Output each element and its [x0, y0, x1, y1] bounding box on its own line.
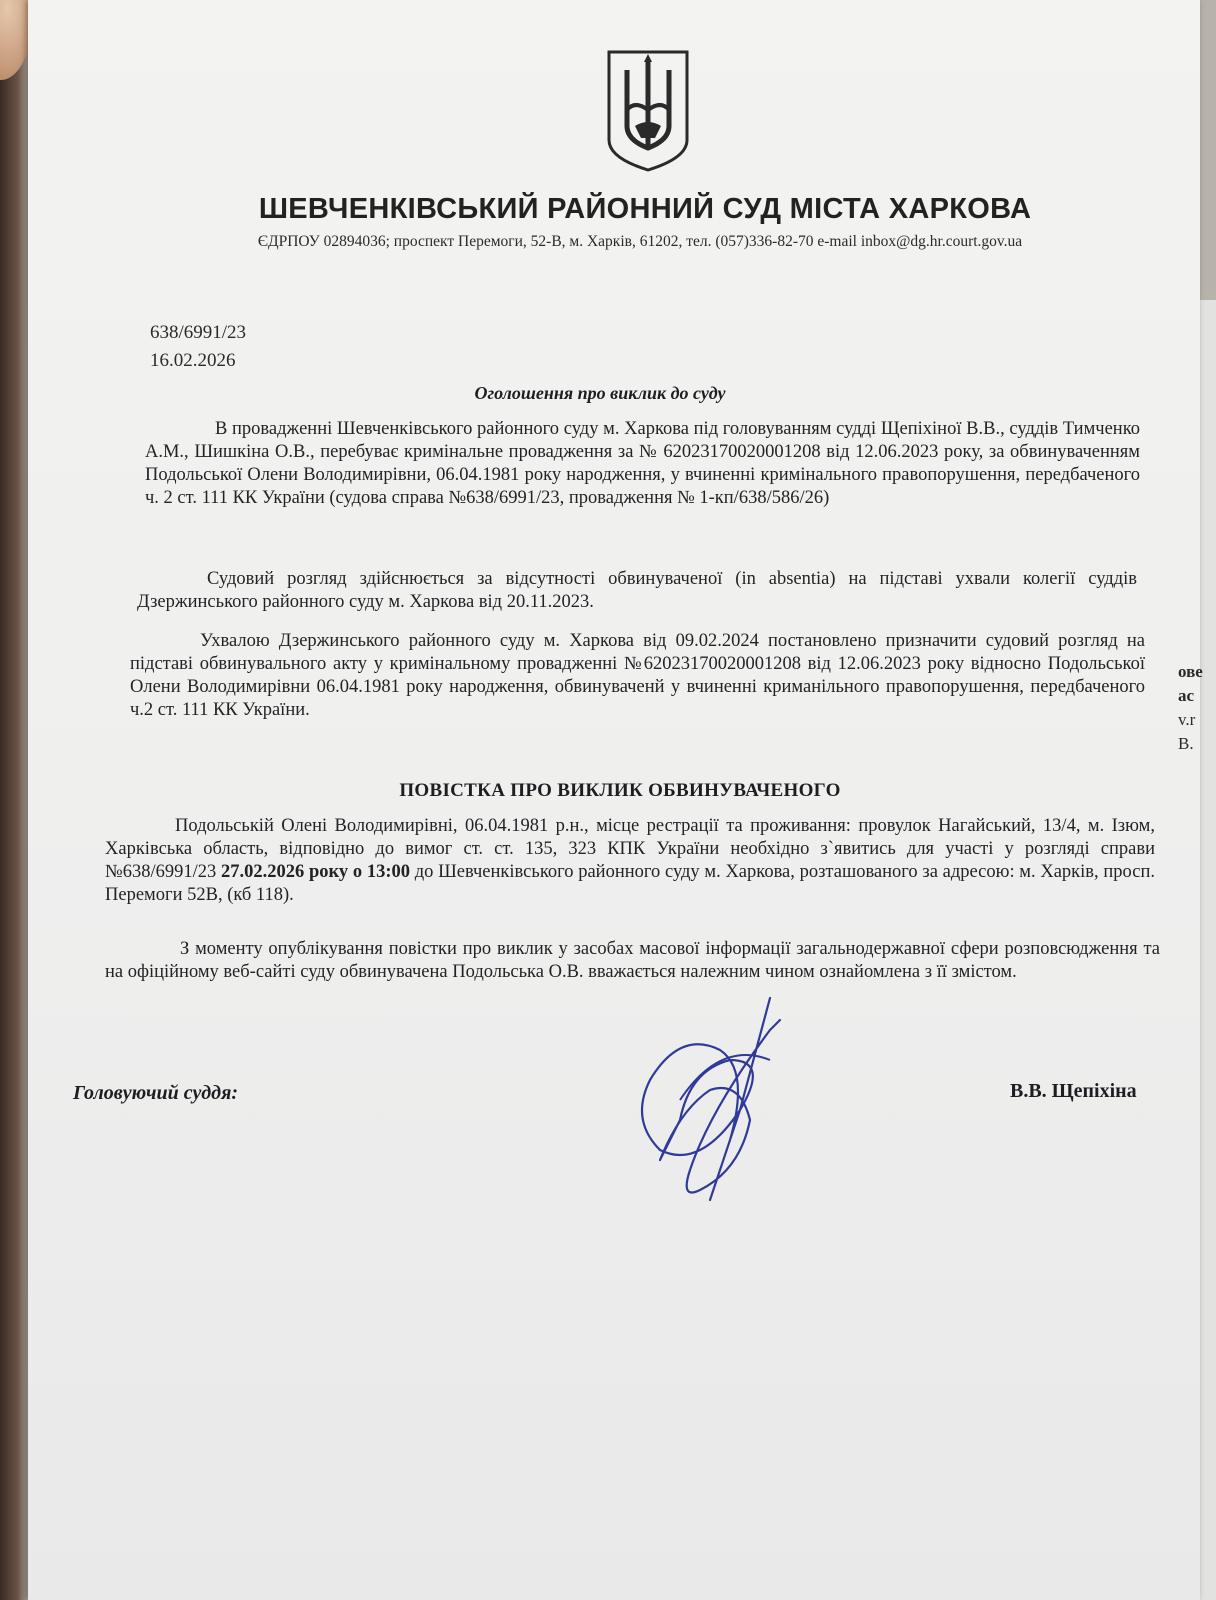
publication-note: З моменту опублікування повістки про виклик у засобах масової інформації загальнодержавної сфери розповсюдження та на офіційному веб-сайті суду обвинувачена Подольська О.В. вважається належним чином ознайомлена з її змістом.: [105, 939, 1160, 982]
court-title: ШЕВЧЕНКІВСЬКИЙ РАЙОННИЙ СУД МІСТА ХАРКОВА: [258, 193, 1032, 225]
document-date: 16.02.2026: [150, 350, 236, 371]
notice-paragraph-3: Ухвалою Дзержинського районного суду м. Харкова від 09.02.2024 постановлено призначити судовий розгляд на підставі обвинувального акту у кримінальному провадженні №62023170020001208 від 12.06.2023 року відносно Подольської Олени Володимирівни 06.04.1981 року народження, обвинуваченй у вчиненні криманільного правопорушення, передбаченого ч.2 ст. 111 КК України.: [130, 631, 1145, 720]
notice-title: Оголошення про виклик до суду: [474, 383, 726, 403]
summons-title: ПОВІСТКА ПРО ВИКЛИК ОБВИНУВАЧЕНОГО: [399, 780, 841, 801]
case-number: 638/6991/23: [150, 322, 247, 343]
side-fragment-2: ас: [1178, 686, 1195, 705]
summons-text-before: Подольській Олені Володимирівні, 06.04.1981 р.н., місце рестрації та проживання: провулок Нагайський, 13/4, м. Ізюм, Харківська область, відповідно до вимог ст. ст. 135, 323 КПК України необхідно з`явитись для участі у розгляді справи №638/6991/23: [105, 816, 1155, 882]
summons-paragraph: [105, 815, 1155, 907]
handwritten-signature: [620, 990, 800, 1230]
side-fragment-4: В.: [1178, 734, 1194, 753]
background-edge: [0, 0, 30, 1600]
side-fragment-1: ове: [1178, 662, 1203, 681]
notice-paragraph-1: В провадженні Шевченківського районного суду м. Харкова під головуванням судді Щепіхіної В.В., суддів Тимченко А.М., Шишкіна О.В., перебуває кримінальне провадження за № 62023170020001208 від 12.06.2023 року, за обвинуваченням Подольської Олени Володимирівни, 06.04.1981 року народження, у вчиненні кримінального правопорушення, передбаченого ч. 2 ст. 111 КК України (судова справа №638/6991/23, провадження № 1-кп/638/586/26): [145, 419, 1140, 508]
summons-text-after: до Шевченківського районного суду м. Харкова, розташованого за адресою: м. Харків, просп. Перемоги 52В, (кб 118).: [105, 862, 1155, 905]
hearing-datetime: 27.02.2026 року о 13:00: [221, 862, 410, 882]
signature-role: Головуючий суддя:: [73, 1082, 239, 1104]
side-fragment-3: v.r: [1178, 710, 1196, 729]
court-contacts: ЄДРПОУ 02894036; проспект Перемоги, 52-В, м. Харків, 61202, тел. (057)336-82-70 e-mail inbox@dg.hr.court.gov.ua: [257, 233, 1023, 250]
coat-of-arms-icon: [605, 48, 691, 174]
judge-name: В.В. Щепіхіна: [1010, 1080, 1137, 1102]
notice-paragraph-2: Судовий розгляд здійснюється за відсутності обвинуваченої (in absentia) на підставі ухвали колегії суддів Дзержинського районного суду м. Харкова від 20.11.2023.: [137, 569, 1137, 612]
